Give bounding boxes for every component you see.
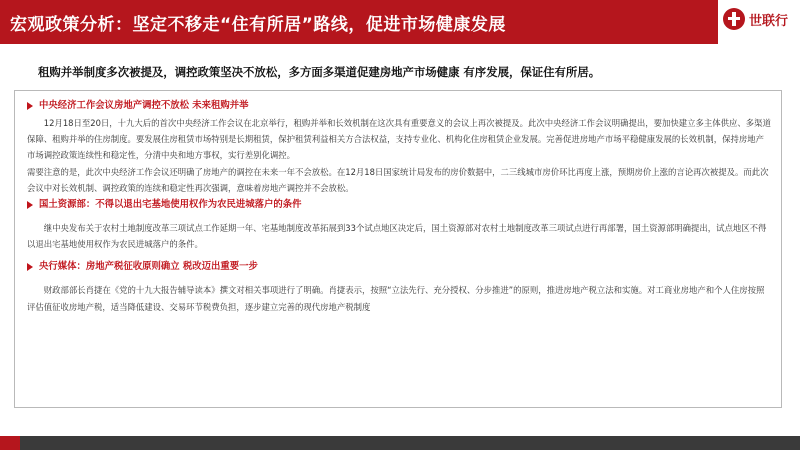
triangle-bullet-icon (27, 263, 33, 271)
section-title (27, 196, 771, 214)
section-title-text: 国土资源部：不得以退出宅基地使用权作为农民进城落户的条件 (39, 199, 302, 211)
footer-bar (0, 436, 800, 450)
triangle-bullet-icon (27, 201, 33, 209)
logo-icon (723, 8, 745, 30)
logo-text: 世联行 (748, 13, 788, 29)
section-paragraph: 财政部部长肖捷在《党的十九大报告辅导读本》撰文对相关事项进行了明确。肖捷表示，按照“立法先行、充分授权、分步推进”的原则，推进房地产税立法和实施。对工商业房地产和个人住房按照评估值征收房地产税，适当降低建设、交易环节税费负担，逐步建立完善的现代房地产税制度 (27, 285, 765, 312)
section-paragraph: 需要注意的是，此次中央经济工作会议还明确了房地产的调控在未来一年不会放松。在12月18日国家统计局发布的房价数据中，二三线城市房价环比再度上涨，预期房价上涨的言论再次被提及。而此次会议中对长效机制、调控政策的连续和稳定性再次强调，意味着房地产调控并不会放松。 (27, 166, 769, 193)
summary-text: 租购并举制度多次被提及，调控政策坚决不放松，多方面多渠道促建房地产市场健康 有序发展，保证住有所居。 (38, 65, 601, 79)
page-title: 宏观政策分析：坚定不移走“住有所居”路线，促进市场健康发展 (10, 14, 506, 35)
title-bar (0, 0, 718, 44)
section-paragraph: 12月18日至20日，十九大后的首次中央经济工作会议在北京举行，租购并举和长效机制在这次具有重要意义的会议上再次被提及。此次中央经济工作会议明确提出，要加快建立多主体供应、多渠道保障、租购并举的住房制度。要发展住房租赁市场特别是长期租赁，保护租赁利益相关方合法权益，支持专业化、机构化住房租赁企业发展。完善促进房地产市场平稳健康发展的长效机制，保持房地产市场调控政策连续性和稳定性，分清中央和地方事权，实行差别化调控。 (27, 118, 771, 161)
section-title-text: 中央经济工作会议房地产调控不放松 未来租购并举 (39, 100, 249, 111)
triangle-bullet-icon (27, 102, 33, 110)
section-title-text: 央行媒体：房地产税征收原则确立 税改迈出重要一步 (39, 261, 258, 273)
company-logo (723, 4, 788, 34)
footer-accent (0, 436, 20, 450)
content-panel (14, 90, 782, 408)
section-title (27, 258, 771, 276)
section-title (27, 97, 771, 115)
section-paragraph: 继中央发布关于农村土地制度改革三项试点工作延期一年、宅基地制度改革拓展到33个试点地区决定后，国土资源部对农村土地制度改革三项试点进行再部署，国土资源部明确提出，试点地区不得以退出宅基地使用权作为农民进城落户的条件。 (27, 223, 767, 250)
